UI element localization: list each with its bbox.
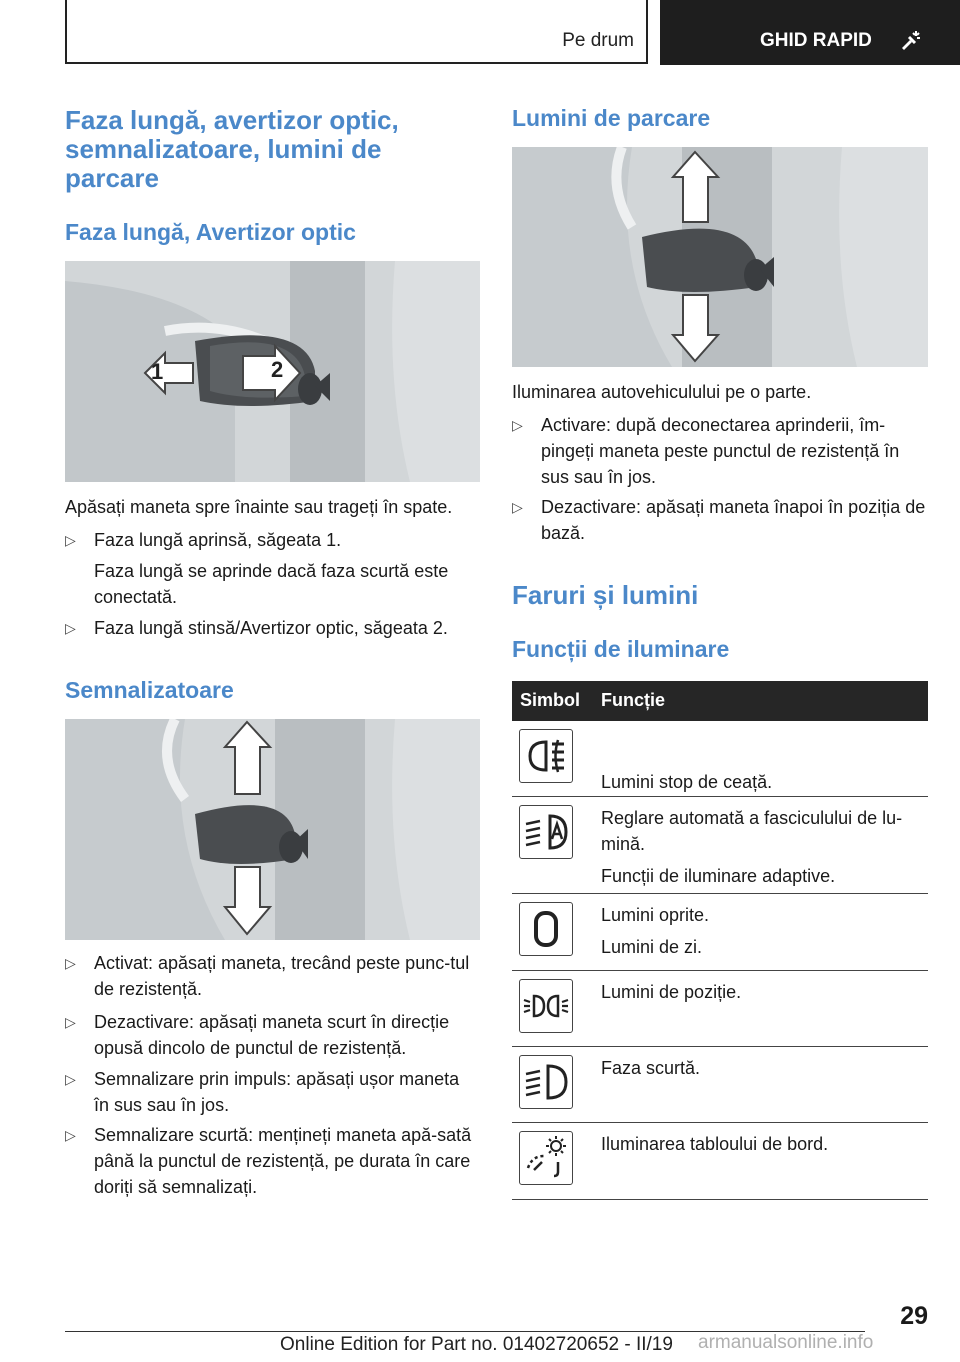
section-title: Pe drum (562, 30, 634, 51)
subtitle-parking-lights: Lumini de parcare (512, 105, 711, 131)
table-row (512, 971, 928, 1047)
triangle-bullet-icon: ▷ (65, 1071, 76, 1087)
column-header-symbol: Simbol (520, 690, 581, 710)
function-text: Lumini stop de ceață. (601, 772, 773, 792)
main-title: Faza lungă, avertizor optic, semnalizatoare, lumini de parcare (65, 105, 399, 193)
lights-off-icon (519, 902, 573, 956)
function-text: Reglare automată a fasciculului de lu-mină. Funcții de iluminare adaptive. (601, 808, 903, 886)
triangle-bullet-icon: ▷ (65, 620, 76, 636)
subtitle-high-beam: Faza lungă, Avertizor optic (65, 219, 356, 245)
triangle-bullet-icon: ▷ (65, 1127, 76, 1143)
table-row (512, 797, 928, 894)
header-frame (65, 0, 648, 64)
high-beam-instruction: Apăsați maneta spre înainte sau trageți în spate. (65, 497, 453, 517)
auto-headlight-icon (519, 805, 573, 859)
turn-signal-lever-image (65, 719, 480, 940)
triangle-bullet-icon: ▷ (65, 955, 76, 971)
quick-guide-tab-label: GHID RAPID (760, 30, 872, 51)
table-row (512, 1047, 928, 1123)
position-lights-icon (519, 979, 573, 1033)
function-text: Faza scurtă. (601, 1058, 701, 1078)
arrow-label-1: 1 (151, 359, 164, 384)
subtitle-lighting-functions: Funcții de iluminare (512, 636, 730, 662)
title-headlights: Faruri și lumini (512, 580, 699, 610)
table-header (512, 681, 928, 721)
low-beam-icon (519, 1055, 573, 1109)
triangle-bullet-icon: ▷ (512, 499, 523, 515)
edition-info: Online Edition for Part no. 01402720652 - II/19 (280, 1334, 673, 1355)
quick-guide-tab[interactable] (660, 0, 960, 65)
function-text: Lumini oprite. Lumini de zi. (601, 905, 710, 957)
table-row (512, 894, 928, 971)
flashlight-spark-icon (896, 28, 922, 54)
parking-lights-description: Iluminarea autovehiculului pe o parte. (512, 382, 812, 402)
table-row (512, 1123, 928, 1200)
arrow-label-2: 2 (271, 357, 284, 382)
parking-lights-lever-image (512, 147, 928, 367)
high-beam-note: Faza lungă se aprinde dacă faza scurtă este conectată. (94, 561, 449, 607)
triangle-bullet-icon: ▷ (65, 532, 76, 548)
lighting-functions-table (512, 681, 928, 1200)
rear-fog-light-icon (519, 729, 573, 783)
page-number: 29 (900, 1302, 928, 1330)
function-text: Iluminarea tabloului de bord. (601, 1134, 829, 1154)
column-header-function: Funcție (601, 690, 666, 710)
table-row (512, 721, 928, 797)
high-beam-lever-image (65, 261, 480, 482)
triangle-bullet-icon: ▷ (65, 1014, 76, 1030)
watermark: armanualsonline.info (698, 1332, 874, 1353)
triangle-bullet-icon: ▷ (512, 417, 523, 433)
subtitle-turn-signals: Semnalizatoare (65, 677, 234, 703)
function-text: Lumini de poziție. (601, 982, 742, 1002)
instrument-lighting-icon (519, 1131, 573, 1185)
